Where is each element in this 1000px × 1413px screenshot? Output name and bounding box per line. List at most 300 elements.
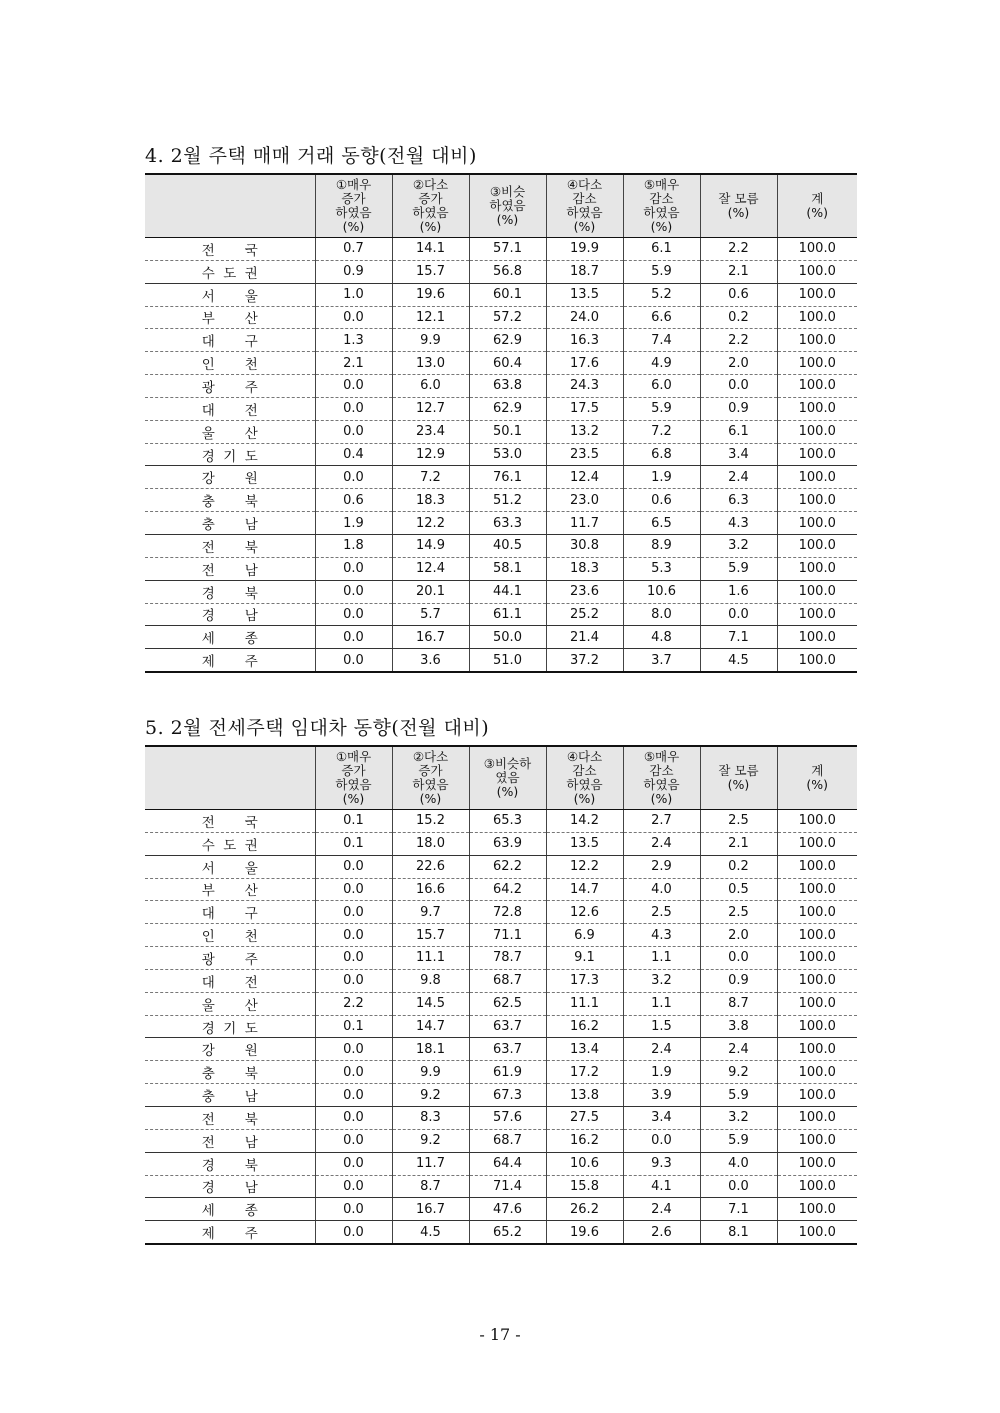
- value-cell: 0.0: [315, 1061, 392, 1084]
- value-cell: 37.2: [546, 649, 623, 672]
- region-cell: [145, 947, 315, 970]
- region-label: 강 원: [201, 471, 258, 488]
- column-header: ③비슷하 였음 (%): [469, 746, 546, 810]
- value-cell: 9.3: [623, 1152, 700, 1175]
- region-label: 충 남: [201, 517, 258, 534]
- value-cell: 5.9: [623, 397, 700, 420]
- region-cell: [145, 649, 315, 672]
- value-cell: 71.4: [469, 1175, 546, 1198]
- value-cell: 100.0: [777, 832, 857, 855]
- value-cell: 4.1: [623, 1175, 700, 1198]
- value-cell: 0.0: [315, 1221, 392, 1244]
- region-label: 울 산: [201, 425, 258, 442]
- column-header: 잘 모름 (%): [700, 174, 777, 238]
- value-cell: 68.7: [469, 969, 546, 992]
- value-cell: 72.8: [469, 901, 546, 924]
- value-cell: 19.9: [546, 238, 623, 261]
- value-cell: 100.0: [777, 1198, 857, 1221]
- value-cell: 1.6: [700, 580, 777, 603]
- column-header: ①매우 증가 하였음 (%): [315, 174, 392, 238]
- value-cell: 17.6: [546, 352, 623, 375]
- value-cell: 2.7: [623, 810, 700, 833]
- region-cell: [145, 238, 315, 261]
- value-cell: 67.3: [469, 1084, 546, 1107]
- value-cell: 8.9: [623, 534, 700, 557]
- value-cell: 7.4: [623, 329, 700, 352]
- value-cell: 8.0: [623, 603, 700, 626]
- value-cell: 100.0: [777, 649, 857, 672]
- value-cell: 11.1: [546, 992, 623, 1015]
- value-cell: 5.9: [623, 260, 700, 283]
- value-cell: 6.3: [700, 489, 777, 512]
- value-cell: 61.1: [469, 603, 546, 626]
- value-cell: 9.7: [392, 901, 469, 924]
- column-header: 계 (%): [777, 746, 857, 810]
- table-row: [145, 1038, 857, 1061]
- region-label: 광 주: [201, 951, 258, 968]
- value-cell: 78.7: [469, 947, 546, 970]
- value-cell: 0.5: [700, 878, 777, 901]
- value-cell: 3.2: [700, 1106, 777, 1129]
- value-cell: 2.2: [700, 329, 777, 352]
- value-cell: 3.8: [700, 1015, 777, 1038]
- value-cell: 15.7: [392, 924, 469, 947]
- region-cell: [145, 924, 315, 947]
- header-row: [145, 174, 857, 238]
- region-cell: [145, 580, 315, 603]
- value-cell: 63.7: [469, 1015, 546, 1038]
- table-row: [145, 1152, 857, 1175]
- value-cell: 4.8: [623, 626, 700, 649]
- value-cell: 2.1: [315, 352, 392, 375]
- value-cell: 13.4: [546, 1038, 623, 1061]
- value-cell: 12.4: [392, 557, 469, 580]
- region-label: 충 남: [201, 1089, 258, 1106]
- region-cell: [145, 901, 315, 924]
- region-label: 인 천: [201, 357, 258, 374]
- value-cell: 9.9: [392, 1061, 469, 1084]
- region-cell: [145, 489, 315, 512]
- value-cell: 100.0: [777, 1015, 857, 1038]
- value-cell: 60.4: [469, 352, 546, 375]
- region-label: 경 기 도: [201, 448, 258, 465]
- table-row: [145, 603, 857, 626]
- value-cell: 11.1: [392, 947, 469, 970]
- value-cell: 63.7: [469, 1038, 546, 1061]
- value-cell: 0.1: [315, 832, 392, 855]
- region-label: 부 산: [201, 311, 258, 328]
- value-cell: 57.6: [469, 1106, 546, 1129]
- value-cell: 2.2: [700, 238, 777, 261]
- value-cell: 2.4: [700, 466, 777, 489]
- value-cell: 12.1: [392, 306, 469, 329]
- region-label: 세 종: [201, 631, 258, 648]
- column-header: ①매우 증가 하였음 (%): [315, 746, 392, 810]
- value-cell: 0.0: [315, 397, 392, 420]
- table-row: [145, 1129, 857, 1152]
- value-cell: 14.2: [546, 810, 623, 833]
- value-cell: 2.4: [700, 1038, 777, 1061]
- value-cell: 12.2: [546, 855, 623, 878]
- value-cell: 40.5: [469, 534, 546, 557]
- value-cell: 100.0: [777, 238, 857, 261]
- value-cell: 0.0: [315, 626, 392, 649]
- value-cell: 6.0: [392, 375, 469, 398]
- value-cell: 100.0: [777, 992, 857, 1015]
- region-label: 전 국: [201, 242, 258, 259]
- value-cell: 18.3: [392, 489, 469, 512]
- value-cell: 1.1: [623, 992, 700, 1015]
- value-cell: 63.8: [469, 375, 546, 398]
- region-cell: [145, 260, 315, 283]
- value-cell: 27.5: [546, 1106, 623, 1129]
- value-cell: 12.6: [546, 901, 623, 924]
- region-cell: [145, 626, 315, 649]
- value-cell: 5.2: [623, 283, 700, 306]
- region-label: 강 원: [201, 1043, 258, 1060]
- table-row: [145, 924, 857, 947]
- table-row: [145, 1106, 857, 1129]
- table-row: [145, 512, 857, 535]
- value-cell: 1.9: [623, 1061, 700, 1084]
- table-row: [145, 855, 857, 878]
- region-label: 대 전: [201, 402, 258, 419]
- region-label: 전 남: [201, 562, 258, 579]
- table-row: [145, 534, 857, 557]
- value-cell: 1.9: [623, 466, 700, 489]
- table-row: [145, 626, 857, 649]
- value-cell: 7.2: [392, 466, 469, 489]
- region-label: 제 주: [201, 1226, 258, 1243]
- value-cell: 0.0: [315, 1175, 392, 1198]
- value-cell: 26.2: [546, 1198, 623, 1221]
- region-cell: [145, 329, 315, 352]
- value-cell: 58.1: [469, 557, 546, 580]
- value-cell: 0.0: [315, 1038, 392, 1061]
- value-cell: 9.2: [392, 1129, 469, 1152]
- value-cell: 18.1: [392, 1038, 469, 1061]
- value-cell: 23.4: [392, 420, 469, 443]
- region-cell: [145, 1221, 315, 1244]
- value-cell: 3.4: [700, 443, 777, 466]
- value-cell: 1.0: [315, 283, 392, 306]
- value-cell: 1.3: [315, 329, 392, 352]
- value-cell: 100.0: [777, 947, 857, 970]
- value-cell: 17.5: [546, 397, 623, 420]
- region-cell: [145, 1198, 315, 1221]
- value-cell: 6.1: [700, 420, 777, 443]
- value-cell: 1.9: [315, 512, 392, 535]
- value-cell: 0.0: [315, 649, 392, 672]
- value-cell: 100.0: [777, 969, 857, 992]
- value-cell: 2.5: [700, 901, 777, 924]
- value-cell: 15.2: [392, 810, 469, 833]
- table-row: [145, 1198, 857, 1221]
- table-row: [145, 352, 857, 375]
- value-cell: 18.3: [546, 557, 623, 580]
- section-title-jeonse: 5. 2월 전세주택 임대차 동향(전월 대비): [145, 717, 490, 739]
- value-cell: 11.7: [546, 512, 623, 535]
- value-cell: 2.5: [623, 901, 700, 924]
- table-row: [145, 238, 857, 261]
- value-cell: 44.1: [469, 580, 546, 603]
- region-cell: [145, 878, 315, 901]
- region-label: 수 도 권: [201, 837, 258, 854]
- value-cell: 100.0: [777, 352, 857, 375]
- value-cell: 0.9: [700, 397, 777, 420]
- value-cell: 100.0: [777, 557, 857, 580]
- value-cell: 0.0: [315, 1106, 392, 1129]
- value-cell: 9.1: [546, 947, 623, 970]
- value-cell: 76.1: [469, 466, 546, 489]
- value-cell: 16.2: [546, 1015, 623, 1038]
- value-cell: 64.4: [469, 1152, 546, 1175]
- region-cell: [145, 1061, 315, 1084]
- jeonse-trend-table: [145, 745, 857, 1245]
- value-cell: 0.0: [315, 901, 392, 924]
- value-cell: 100.0: [777, 512, 857, 535]
- value-cell: 20.1: [392, 580, 469, 603]
- value-cell: 13.5: [546, 283, 623, 306]
- value-cell: 100.0: [777, 580, 857, 603]
- value-cell: 2.1: [700, 832, 777, 855]
- value-cell: 5.9: [700, 557, 777, 580]
- value-cell: 2.4: [623, 1038, 700, 1061]
- value-cell: 0.0: [315, 855, 392, 878]
- value-cell: 18.0: [392, 832, 469, 855]
- value-cell: 100.0: [777, 397, 857, 420]
- value-cell: 2.0: [700, 924, 777, 947]
- value-cell: 100.0: [777, 924, 857, 947]
- region-label: 전 북: [201, 1111, 258, 1128]
- value-cell: 2.4: [623, 1198, 700, 1221]
- value-cell: 19.6: [392, 283, 469, 306]
- value-cell: 50.0: [469, 626, 546, 649]
- value-cell: 50.1: [469, 420, 546, 443]
- value-cell: 65.3: [469, 810, 546, 833]
- value-cell: 4.0: [623, 878, 700, 901]
- table-row: [145, 329, 857, 352]
- value-cell: 51.0: [469, 649, 546, 672]
- table-row: [145, 420, 857, 443]
- value-cell: 8.7: [700, 992, 777, 1015]
- region-cell: [145, 855, 315, 878]
- region-label: 세 종: [201, 1203, 258, 1220]
- value-cell: 13.0: [392, 352, 469, 375]
- region-label: 제 주: [201, 654, 258, 671]
- value-cell: 14.7: [546, 878, 623, 901]
- region-label: 경 북: [201, 1157, 258, 1174]
- value-cell: 5.9: [700, 1084, 777, 1107]
- value-cell: 2.5: [700, 810, 777, 833]
- table-row: [145, 1221, 857, 1244]
- value-cell: 12.2: [392, 512, 469, 535]
- value-cell: 4.5: [392, 1221, 469, 1244]
- value-cell: 9.2: [700, 1061, 777, 1084]
- value-cell: 100.0: [777, 534, 857, 557]
- column-header: [145, 174, 315, 238]
- value-cell: 4.3: [700, 512, 777, 535]
- region-label: 인 천: [201, 929, 258, 946]
- region-label: 충 북: [201, 494, 258, 511]
- region-label: 전 북: [201, 539, 258, 556]
- value-cell: 0.9: [315, 260, 392, 283]
- column-header: 계 (%): [777, 174, 857, 238]
- value-cell: 16.3: [546, 329, 623, 352]
- value-cell: 16.7: [392, 1198, 469, 1221]
- region-label: 울 산: [201, 997, 258, 1014]
- region-label: 경 북: [201, 585, 258, 602]
- value-cell: 15.8: [546, 1175, 623, 1198]
- value-cell: 17.2: [546, 1061, 623, 1084]
- region-label: 서 울: [201, 288, 258, 305]
- value-cell: 0.6: [623, 489, 700, 512]
- value-cell: 100.0: [777, 489, 857, 512]
- value-cell: 63.9: [469, 832, 546, 855]
- value-cell: 9.9: [392, 329, 469, 352]
- value-cell: 0.4: [315, 443, 392, 466]
- value-cell: 100.0: [777, 1084, 857, 1107]
- value-cell: 3.2: [623, 969, 700, 992]
- table-row: [145, 878, 857, 901]
- value-cell: 57.2: [469, 306, 546, 329]
- region-label: 서 울: [201, 860, 258, 877]
- value-cell: 62.5: [469, 992, 546, 1015]
- region-cell: [145, 1038, 315, 1061]
- value-cell: 7.1: [700, 1198, 777, 1221]
- region-cell: [145, 1015, 315, 1038]
- table-row: [145, 1175, 857, 1198]
- value-cell: 16.6: [392, 878, 469, 901]
- table-row: [145, 947, 857, 970]
- value-cell: 100.0: [777, 1221, 857, 1244]
- value-cell: 100.0: [777, 443, 857, 466]
- column-header: ⑤매우 감소 하였음 (%): [623, 174, 700, 238]
- value-cell: 2.9: [623, 855, 700, 878]
- value-cell: 3.9: [623, 1084, 700, 1107]
- region-label: 경 기 도: [201, 1020, 258, 1037]
- region-label: 경 남: [201, 608, 258, 625]
- region-cell: [145, 375, 315, 398]
- region-cell: [145, 1129, 315, 1152]
- value-cell: 100.0: [777, 1106, 857, 1129]
- value-cell: 60.1: [469, 283, 546, 306]
- value-cell: 0.0: [315, 375, 392, 398]
- value-cell: 0.0: [700, 375, 777, 398]
- value-cell: 0.0: [315, 924, 392, 947]
- value-cell: 3.7: [623, 649, 700, 672]
- region-cell: [145, 1175, 315, 1198]
- table-row: [145, 397, 857, 420]
- region-cell: [145, 352, 315, 375]
- value-cell: 2.4: [623, 832, 700, 855]
- value-cell: 14.9: [392, 534, 469, 557]
- value-cell: 13.2: [546, 420, 623, 443]
- value-cell: 0.0: [315, 878, 392, 901]
- value-cell: 21.4: [546, 626, 623, 649]
- value-cell: 0.1: [315, 1015, 392, 1038]
- table-row: [145, 466, 857, 489]
- value-cell: 25.2: [546, 603, 623, 626]
- value-cell: 56.8: [469, 260, 546, 283]
- value-cell: 30.8: [546, 534, 623, 557]
- value-cell: 6.5: [623, 512, 700, 535]
- value-cell: 100.0: [777, 260, 857, 283]
- table-row: [145, 992, 857, 1015]
- value-cell: 0.0: [315, 557, 392, 580]
- value-cell: 4.9: [623, 352, 700, 375]
- value-cell: 10.6: [623, 580, 700, 603]
- table-row: [145, 901, 857, 924]
- table-row: [145, 649, 857, 672]
- value-cell: 17.3: [546, 969, 623, 992]
- table-row: [145, 489, 857, 512]
- value-cell: 3.6: [392, 649, 469, 672]
- region-cell: [145, 512, 315, 535]
- table-row: [145, 260, 857, 283]
- table-row: [145, 306, 857, 329]
- region-cell: [145, 1106, 315, 1129]
- region-cell: [145, 810, 315, 833]
- table-row: [145, 1015, 857, 1038]
- value-cell: 1.5: [623, 1015, 700, 1038]
- value-cell: 100.0: [777, 1175, 857, 1198]
- value-cell: 12.7: [392, 397, 469, 420]
- value-cell: 4.5: [700, 649, 777, 672]
- value-cell: 6.6: [623, 306, 700, 329]
- page-number: - 17 -: [479, 1325, 521, 1344]
- value-cell: 14.7: [392, 1015, 469, 1038]
- value-cell: 2.2: [315, 992, 392, 1015]
- value-cell: 47.6: [469, 1198, 546, 1221]
- value-cell: 9.8: [392, 969, 469, 992]
- region-cell: [145, 306, 315, 329]
- table-row: [145, 283, 857, 306]
- column-header: 잘 모름 (%): [700, 746, 777, 810]
- region-cell: [145, 397, 315, 420]
- value-cell: 0.0: [315, 580, 392, 603]
- region-label: 광 주: [201, 379, 258, 396]
- region-cell: [145, 283, 315, 306]
- value-cell: 100.0: [777, 603, 857, 626]
- value-cell: 6.0: [623, 375, 700, 398]
- region-cell: [145, 1084, 315, 1107]
- value-cell: 6.1: [623, 238, 700, 261]
- value-cell: 68.7: [469, 1129, 546, 1152]
- value-cell: 2.0: [700, 352, 777, 375]
- value-cell: 0.9: [700, 969, 777, 992]
- region-label: 대 구: [201, 334, 258, 351]
- value-cell: 100.0: [777, 283, 857, 306]
- value-cell: 0.0: [315, 466, 392, 489]
- value-cell: 0.0: [315, 306, 392, 329]
- value-cell: 1.8: [315, 534, 392, 557]
- value-cell: 14.5: [392, 992, 469, 1015]
- value-cell: 100.0: [777, 1152, 857, 1175]
- section-title-sales: 4. 2월 주택 매매 거래 동향(전월 대비): [145, 145, 477, 167]
- region-label: 대 구: [201, 906, 258, 923]
- region-label: 전 국: [201, 814, 258, 831]
- column-header: ④다소 감소 하였음 (%): [546, 174, 623, 238]
- value-cell: 62.9: [469, 329, 546, 352]
- value-cell: 100.0: [777, 810, 857, 833]
- value-cell: 3.4: [623, 1106, 700, 1129]
- value-cell: 53.0: [469, 443, 546, 466]
- region-cell: [145, 443, 315, 466]
- value-cell: 0.7: [315, 238, 392, 261]
- value-cell: 11.7: [392, 1152, 469, 1175]
- region-cell: [145, 832, 315, 855]
